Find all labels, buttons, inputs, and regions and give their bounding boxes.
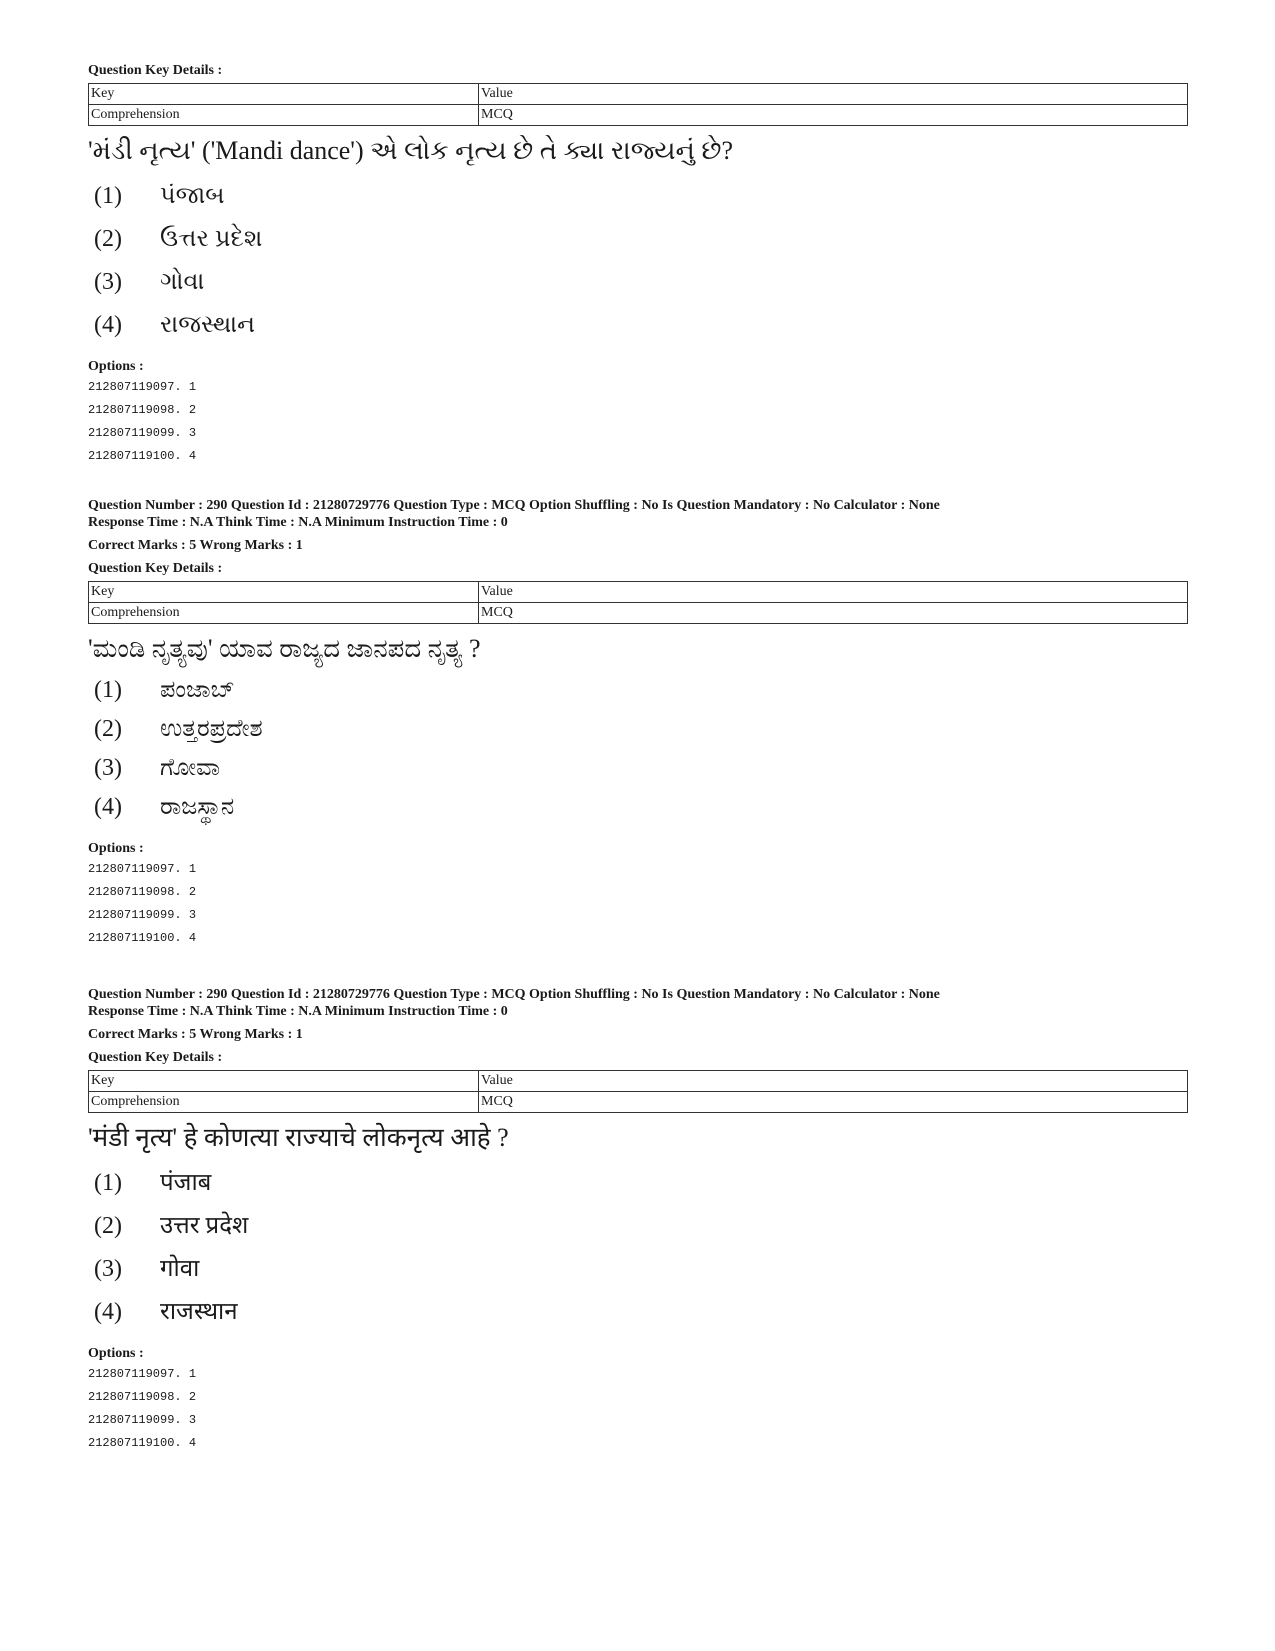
option-id: 212807119098. 2 (88, 1390, 197, 1404)
option-id: 212807119097. 1 (88, 862, 197, 876)
answer-options (88, 1168, 1188, 1327)
key-details-label: Question Key Details : (88, 1050, 223, 1065)
table-header-value: Value (479, 582, 1188, 603)
answer-option (88, 267, 1188, 297)
option-text: राजस्थान (160, 1299, 238, 1325)
option-text: पंजाब (160, 1170, 212, 1196)
table-header-value: Value (479, 1071, 1188, 1092)
option-text: રાજસ્થાન (160, 312, 256, 338)
option-number: (1) (94, 1170, 122, 1196)
option-text: પંજાબ (160, 183, 225, 209)
option-number: (2) (94, 226, 122, 252)
option-number: (2) (94, 1213, 122, 1239)
question-block-kannada (88, 497, 1188, 950)
table-row (89, 603, 1188, 624)
option-number: (4) (94, 312, 122, 338)
answer-option (88, 224, 1188, 254)
table-row (89, 582, 1188, 603)
table-cell-value: MCQ (479, 1092, 1188, 1113)
answer-option (88, 675, 1188, 705)
answer-option (88, 310, 1188, 340)
option-id: 212807119097. 1 (88, 380, 197, 394)
option-number: (4) (94, 794, 122, 820)
answer-option (88, 753, 1188, 783)
option-id: 212807119097. 1 (88, 1367, 197, 1381)
answer-option (88, 1168, 1188, 1198)
option-number: (3) (94, 1256, 122, 1282)
question-text: 'मंडी नृत्य' हे कोणत्या राज्याचे लोकनृत्य आहे ? (88, 1123, 509, 1152)
option-text: ಗೋವಾ (160, 755, 221, 781)
answer-option (88, 792, 1188, 822)
answer-option (88, 1297, 1188, 1327)
option-id: 212807119098. 2 (88, 403, 197, 417)
option-text: ರಾಜಸ್ಥಾನ (160, 794, 235, 820)
table-cell-key: Comprehension (89, 603, 479, 624)
question-meta (88, 986, 1188, 1020)
table-cell-value: MCQ (479, 603, 1188, 624)
question-meta-line: Question Number : 290 Question Id : 21280729776 Question Type : MCQ Option Shuffling : No Is Question Mandatory : No Calculator : None (88, 498, 940, 513)
option-id: 212807119099. 3 (88, 908, 197, 922)
option-id: 212807119098. 2 (88, 885, 197, 899)
answer-option (88, 181, 1188, 211)
option-number: (1) (94, 677, 122, 703)
question-text: 'ಮಂಡಿ ನೃತ್ಯವು' ಯಾವ ರಾಜ್ಯದ ಜಾನಪದ ನೃತ್ಯ ? (88, 634, 481, 663)
option-text: ಪಂಜಾಬ್ (160, 677, 235, 703)
table-row (89, 1071, 1188, 1092)
table-header-key: Key (89, 84, 479, 105)
marks-line: Correct Marks : 5 Wrong Marks : 1 (88, 1027, 303, 1042)
table-cell-key: Comprehension (89, 105, 479, 126)
key-details-table (88, 1070, 1188, 1113)
key-details-table (88, 83, 1188, 126)
answer-options (88, 675, 1188, 822)
option-number: (2) (94, 716, 122, 742)
table-header-key: Key (89, 1071, 479, 1092)
table-row (89, 1092, 1188, 1113)
option-text: उत्तर प्रदेश (160, 1213, 249, 1239)
option-text: ગોવા (160, 269, 205, 295)
table-row (89, 84, 1188, 105)
option-text: ઉત્તર પ્રદેશ (160, 226, 263, 252)
answer-options (88, 181, 1188, 340)
options-label: Options : (88, 1346, 144, 1361)
question-block-marathi (88, 986, 1188, 1455)
key-details-label: Question Key Details : (88, 63, 223, 78)
option-number: (4) (94, 1299, 122, 1325)
question-meta-line: Response Time : N.A Think Time : N.A Minimum Instruction Time : 0 (88, 515, 508, 530)
answer-option (88, 1254, 1188, 1284)
question-block-gujarati (88, 56, 1188, 468)
answer-option (88, 714, 1188, 744)
question-text: 'મંડી નૃત્ય' ('Mandi dance') એ લોક નૃત્ય છે તે ક્યા રાજ્યનું છે? (88, 136, 734, 165)
table-cell-value: MCQ (479, 105, 1188, 126)
option-id: 212807119099. 3 (88, 1413, 197, 1427)
table-header-value: Value (479, 84, 1188, 105)
key-details-table (88, 581, 1188, 624)
question-meta (88, 497, 1188, 531)
key-details-label: Question Key Details : (88, 561, 223, 576)
marks-line: Correct Marks : 5 Wrong Marks : 1 (88, 538, 303, 553)
table-row (89, 105, 1188, 126)
option-text: गोवा (160, 1256, 200, 1282)
option-id: 212807119099. 3 (88, 426, 197, 440)
option-number: (3) (94, 269, 122, 295)
option-id: 212807119100. 4 (88, 1436, 197, 1450)
table-header-key: Key (89, 582, 479, 603)
question-meta-line: Question Number : 290 Question Id : 21280729776 Question Type : MCQ Option Shuffling : No Is Question Mandatory : No Calculator : None (88, 987, 940, 1002)
option-id: 212807119100. 4 (88, 449, 197, 463)
options-label: Options : (88, 359, 144, 374)
option-text: ಉತ್ತರಪ್ರದೇಶ (160, 716, 263, 742)
table-cell-key: Comprehension (89, 1092, 479, 1113)
option-id: 212807119100. 4 (88, 931, 197, 945)
options-label: Options : (88, 841, 144, 856)
answer-option (88, 1211, 1188, 1241)
option-number: (3) (94, 755, 122, 781)
option-number: (1) (94, 183, 122, 209)
question-meta-line: Response Time : N.A Think Time : N.A Minimum Instruction Time : 0 (88, 1004, 508, 1019)
